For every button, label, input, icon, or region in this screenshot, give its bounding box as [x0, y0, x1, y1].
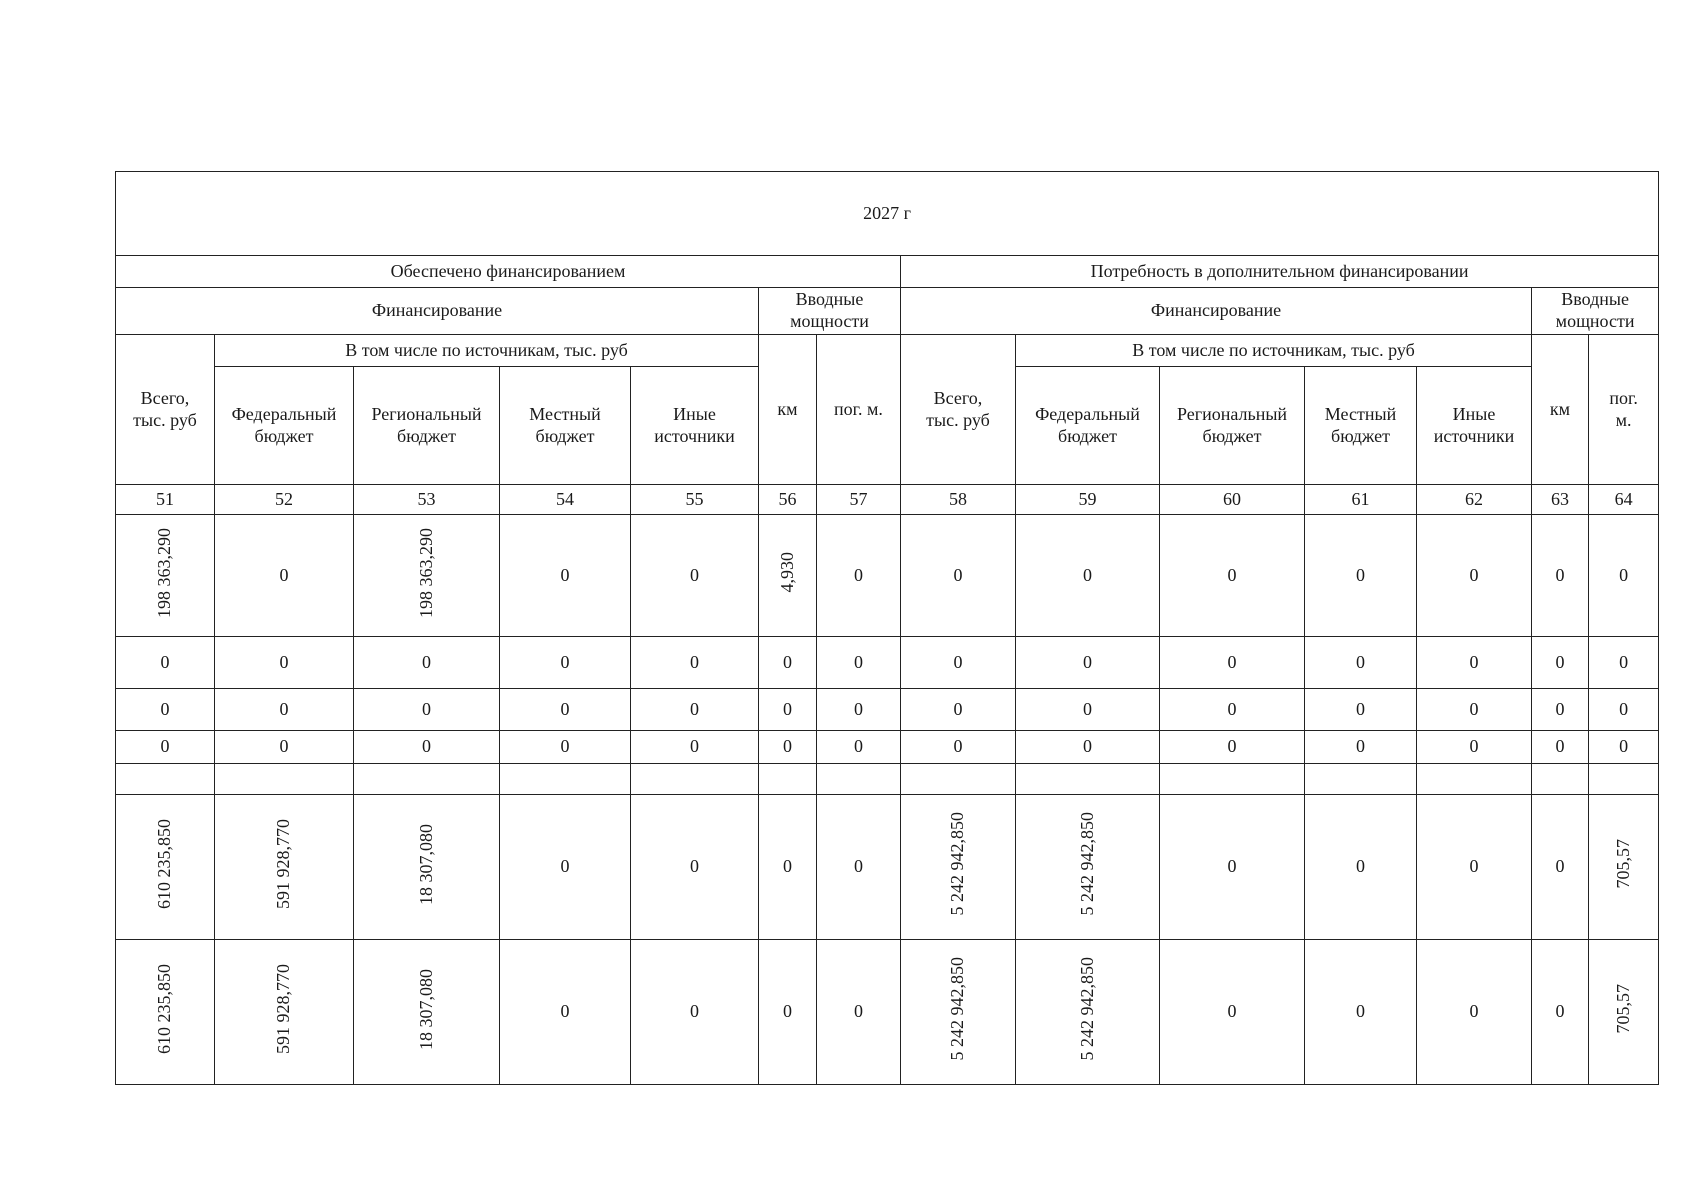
table-cell — [631, 940, 759, 1085]
table-cell — [1589, 731, 1659, 764]
table-cell — [116, 515, 215, 637]
table-row — [116, 689, 1659, 731]
table-cell — [759, 764, 817, 795]
table-row — [116, 795, 1659, 940]
col-regional-line-2: бюджет — [397, 425, 456, 446]
cell-value: 0 — [560, 1001, 570, 1022]
table-cell — [631, 515, 759, 637]
col-regional-line-1: Региональный — [371, 403, 482, 424]
cell-value: 0 — [1555, 564, 1565, 585]
table-cell — [901, 795, 1016, 940]
col-regional-header-left — [354, 367, 500, 485]
table-cell — [631, 731, 759, 764]
cell-value: 0 — [422, 736, 431, 757]
col-pog-line-2: м. — [1615, 409, 1632, 430]
capacity-line-2: мощности — [1555, 311, 1635, 331]
table-cell — [354, 731, 500, 764]
cell-value: 0 — [1555, 856, 1565, 877]
table-cell — [215, 795, 354, 940]
cell-value: 0 — [1356, 698, 1365, 719]
cell-value: 0 — [690, 856, 699, 877]
table-row — [116, 764, 1659, 795]
cell-value: 0 — [1469, 564, 1479, 585]
table-cell — [1532, 515, 1589, 637]
table-cell — [1016, 764, 1160, 795]
capacity-line-1: Вводные — [795, 289, 864, 310]
table-cell — [1589, 689, 1659, 731]
table-cell — [1305, 764, 1417, 795]
cell-value: 0 — [560, 698, 570, 719]
cell-value: 0 — [160, 698, 170, 719]
cell-value: 0 — [953, 698, 963, 719]
cell-value: 0 — [1083, 651, 1092, 672]
table-cell — [817, 689, 901, 731]
cell-value: 0 — [953, 736, 963, 757]
table-cell — [1532, 795, 1589, 940]
cell-value: 0 — [690, 651, 699, 672]
table-cell — [1417, 689, 1532, 731]
column-number-cell: 55 — [631, 485, 759, 515]
col-total-header-right — [901, 335, 1016, 485]
cell-value: 0 — [953, 564, 963, 585]
table-cell — [901, 515, 1016, 637]
col-total-line-1: Всего, — [140, 387, 190, 408]
table-cell — [1305, 689, 1417, 731]
cell-value: 4,930 — [776, 552, 797, 593]
sources-note-right: В том числе по источникам, тыс. руб — [1016, 335, 1532, 367]
cell-value: 198 363,290 — [154, 527, 175, 618]
table-cell — [901, 689, 1016, 731]
cell-value: 0 — [690, 698, 699, 719]
cell-value: 0 — [1555, 736, 1565, 757]
table-cell — [759, 637, 817, 689]
capacity-line-2: мощности — [790, 311, 869, 331]
table-cell — [500, 731, 631, 764]
table-cell — [500, 795, 631, 940]
table-cell — [817, 940, 901, 1085]
cell-value: 0 — [690, 1001, 699, 1022]
table-cell — [500, 764, 631, 795]
cell-value: 705,57 — [1612, 839, 1633, 889]
col-km-header-left: км — [759, 335, 817, 485]
table-cell — [1532, 940, 1589, 1085]
col-other-header-right — [1417, 367, 1532, 485]
year-title: 2027 г — [116, 172, 1659, 256]
cell-value: 591 928,770 — [273, 819, 294, 910]
cell-value: 0 — [1227, 1001, 1237, 1022]
col-km-header-right: км — [1532, 335, 1589, 485]
table-row — [116, 731, 1659, 764]
cell-value: 0 — [1555, 1001, 1565, 1022]
cell-value: 0 — [160, 651, 170, 672]
table-cell — [1417, 795, 1532, 940]
cell-value: 0 — [1555, 651, 1565, 672]
table-cell — [817, 637, 901, 689]
col-federal-line-1: Федеральный — [1035, 403, 1140, 424]
table-cell — [631, 637, 759, 689]
cell-value: 5 242 942,850 — [1076, 957, 1097, 1061]
financing-header-left: Финансирование — [116, 288, 759, 335]
table-cell — [1532, 731, 1589, 764]
table-cell — [215, 940, 354, 1085]
table-cell — [215, 731, 354, 764]
cell-value: 0 — [1356, 1001, 1365, 1022]
cell-value: 0 — [690, 564, 699, 585]
table-cell — [1305, 795, 1417, 940]
column-number-cell: 51 — [116, 485, 215, 515]
table-cell — [901, 764, 1016, 795]
col-local-header-left — [500, 367, 631, 485]
cell-value: 0 — [854, 651, 863, 672]
col-total-line-2: тыс. руб — [133, 409, 197, 430]
table-cell — [500, 940, 631, 1085]
cell-value: 610 235,850 — [154, 964, 175, 1055]
column-number-cell: 59 — [1016, 485, 1160, 515]
col-total-header-left — [116, 335, 215, 485]
table-cell — [759, 795, 817, 940]
column-number-cell: 64 — [1589, 485, 1659, 515]
table-cell — [817, 764, 901, 795]
cell-value: 0 — [1356, 651, 1365, 672]
cell-value: 0 — [1227, 651, 1237, 672]
table-cell — [1417, 764, 1532, 795]
column-number-cell: 63 — [1532, 485, 1589, 515]
cell-value: 610 235,850 — [154, 819, 175, 910]
column-number-cell: 58 — [901, 485, 1016, 515]
table-cell — [1016, 731, 1160, 764]
table-cell — [817, 795, 901, 940]
cell-value: 198 363,290 — [415, 527, 436, 618]
col-total-line-2: тыс. руб — [926, 409, 990, 430]
cell-value: 0 — [690, 736, 699, 757]
table-row — [116, 637, 1659, 689]
col-local-line-2: бюджет — [1331, 425, 1390, 446]
cell-value: 18 307,080 — [415, 823, 436, 905]
cell-value: 0 — [1083, 736, 1092, 757]
cell-value: 0 — [560, 736, 570, 757]
cell-value: 0 — [1555, 698, 1565, 719]
table-cell — [817, 515, 901, 637]
table-row — [116, 515, 1659, 637]
table-cell — [1305, 731, 1417, 764]
cell-value: 0 — [279, 651, 289, 672]
capacity-header-left — [759, 288, 901, 335]
table-cell — [354, 940, 500, 1085]
table-cell — [759, 689, 817, 731]
table-cell — [354, 795, 500, 940]
table-cell — [631, 764, 759, 795]
table-cell — [1160, 940, 1305, 1085]
table-cell — [759, 940, 817, 1085]
table-cell — [116, 795, 215, 940]
group-need-header: Потребность в дополнительном финансировании — [901, 256, 1659, 288]
cell-value: 591 928,770 — [273, 964, 294, 1055]
table-cell — [817, 731, 901, 764]
table-cell — [500, 515, 631, 637]
cell-value: 0 — [1083, 564, 1092, 585]
col-other-line-1: Иные — [1452, 403, 1496, 424]
cell-value: 0 — [1083, 698, 1092, 719]
capacity-line-1: Вводные — [1561, 289, 1629, 310]
cell-value: 0 — [1469, 698, 1479, 719]
col-federal-line-2: бюджет — [1058, 425, 1117, 446]
cell-value: 0 — [1469, 736, 1479, 757]
table-cell — [1160, 795, 1305, 940]
column-number-cell: 60 — [1160, 485, 1305, 515]
col-other-line-2: источники — [654, 425, 735, 446]
table-cell — [631, 689, 759, 731]
cell-value: 0 — [1619, 564, 1629, 585]
cell-value: 5 242 942,850 — [947, 957, 968, 1061]
cell-value: 0 — [1227, 698, 1237, 719]
cell-value: 0 — [783, 736, 792, 757]
cell-value: 0 — [422, 698, 431, 719]
cell-value: 0 — [1227, 856, 1237, 877]
cell-value: 0 — [783, 856, 792, 877]
funding-table — [115, 171, 1659, 1085]
table-cell — [1160, 637, 1305, 689]
cell-value: 0 — [953, 651, 963, 672]
cell-value: 0 — [1227, 736, 1237, 757]
table-cell — [116, 764, 215, 795]
table-cell — [1589, 795, 1659, 940]
col-local-line-1: Местный — [1324, 403, 1397, 424]
column-number-cell: 54 — [500, 485, 631, 515]
cell-value: 0 — [854, 698, 863, 719]
table-cell — [901, 940, 1016, 1085]
group-secured-header: Обеспечено финансированием — [116, 256, 901, 288]
column-numbers-row — [116, 485, 1659, 515]
table-cell — [116, 637, 215, 689]
table-cell — [1589, 637, 1659, 689]
cell-value: 0 — [1469, 651, 1479, 672]
cell-value: 0 — [1356, 736, 1365, 757]
table-cell — [1160, 515, 1305, 637]
cell-value: 0 — [783, 651, 792, 672]
table-cell — [1016, 689, 1160, 731]
table-cell — [354, 689, 500, 731]
table-row — [116, 940, 1659, 1085]
cell-value: 0 — [783, 1001, 792, 1022]
table-cell — [1160, 689, 1305, 731]
table-cell — [354, 764, 500, 795]
table-cell — [1305, 637, 1417, 689]
table-cell — [1016, 515, 1160, 637]
cell-value: 0 — [560, 856, 570, 877]
col-regional-line-1: Региональный — [1176, 403, 1288, 424]
table-cell — [215, 515, 354, 637]
table-cell — [116, 731, 215, 764]
cell-value: 0 — [422, 651, 431, 672]
table-cell — [1532, 637, 1589, 689]
table-cell — [1016, 940, 1160, 1085]
table-cell — [759, 515, 817, 637]
table-cell — [1532, 764, 1589, 795]
table-cell — [1532, 689, 1589, 731]
cell-value: 0 — [560, 651, 570, 672]
cell-value: 0 — [1619, 698, 1629, 719]
column-number-cell: 56 — [759, 485, 817, 515]
table-cell — [1160, 731, 1305, 764]
table-cell — [759, 731, 817, 764]
table-cell — [500, 637, 631, 689]
table-cell — [215, 689, 354, 731]
col-local-line-1: Местный — [529, 403, 601, 424]
col-federal-line-2: бюджет — [254, 425, 314, 446]
cell-value: 0 — [279, 564, 289, 585]
cell-value: 0 — [1619, 651, 1629, 672]
col-regional-header-right — [1160, 367, 1305, 485]
cell-value: 0 — [1356, 564, 1365, 585]
col-pog-header-left: пог. м. — [817, 335, 901, 485]
cell-value: 0 — [854, 856, 863, 877]
col-other-line-1: Иные — [673, 403, 716, 424]
column-number-cell: 53 — [354, 485, 500, 515]
sources-note-left: В том числе по источникам, тыс. руб — [215, 335, 759, 367]
cell-value: 0 — [1227, 564, 1237, 585]
cell-value: 0 — [854, 736, 863, 757]
column-number-cell: 52 — [215, 485, 354, 515]
table-cell — [1016, 795, 1160, 940]
col-other-header-left — [631, 367, 759, 485]
table-cell — [1417, 731, 1532, 764]
col-regional-line-2: бюджет — [1202, 425, 1262, 446]
table-cell — [1305, 515, 1417, 637]
cell-value: 18 307,080 — [415, 968, 436, 1050]
table-cell — [215, 637, 354, 689]
cell-value: 0 — [560, 564, 570, 585]
cell-value: 0 — [854, 1001, 863, 1022]
cell-value: 5 242 942,850 — [947, 812, 968, 916]
table-cell — [1016, 637, 1160, 689]
cell-value: 0 — [854, 564, 863, 585]
financing-header-right: Финансирование — [901, 288, 1532, 335]
col-local-line-2: бюджет — [535, 425, 595, 446]
col-total-line-1: Всего, — [933, 387, 983, 408]
col-federal-header-right — [1016, 367, 1160, 485]
table-cell — [1305, 940, 1417, 1085]
table-cell — [1589, 940, 1659, 1085]
cell-value: 0 — [1619, 736, 1629, 757]
table-cell — [354, 637, 500, 689]
table-cell — [1160, 764, 1305, 795]
column-number-cell: 62 — [1417, 485, 1532, 515]
cell-value: 0 — [279, 698, 289, 719]
cell-value: 0 — [160, 736, 170, 757]
column-number-cell: 61 — [1305, 485, 1417, 515]
table-cell — [215, 764, 354, 795]
table-cell — [1417, 940, 1532, 1085]
col-federal-line-1: Федеральный — [231, 403, 337, 424]
col-pog-line-1: пог. — [1609, 387, 1638, 408]
col-local-header-right — [1305, 367, 1417, 485]
table-cell — [500, 689, 631, 731]
column-number-cell: 57 — [817, 485, 901, 515]
cell-value: 0 — [1469, 856, 1479, 877]
cell-value: 0 — [279, 736, 289, 757]
table-cell — [116, 940, 215, 1085]
cell-value: 5 242 942,850 — [1076, 812, 1097, 916]
table-cell — [116, 689, 215, 731]
capacity-header-right — [1532, 288, 1659, 335]
cell-value: 0 — [783, 698, 792, 719]
table-cell — [631, 795, 759, 940]
table-cell — [354, 515, 500, 637]
cell-value: 705,57 — [1612, 984, 1633, 1034]
col-pog-header-right — [1589, 335, 1659, 485]
cell-value: 0 — [1469, 1001, 1479, 1022]
table-cell — [1417, 637, 1532, 689]
table-cell — [901, 731, 1016, 764]
col-other-line-2: источники — [1433, 425, 1515, 446]
table-cell — [901, 637, 1016, 689]
table-cell — [1589, 764, 1659, 795]
table-cell — [1589, 515, 1659, 637]
table-cell — [1417, 515, 1532, 637]
cell-value: 0 — [1356, 856, 1365, 877]
col-federal-header-left — [215, 367, 354, 485]
